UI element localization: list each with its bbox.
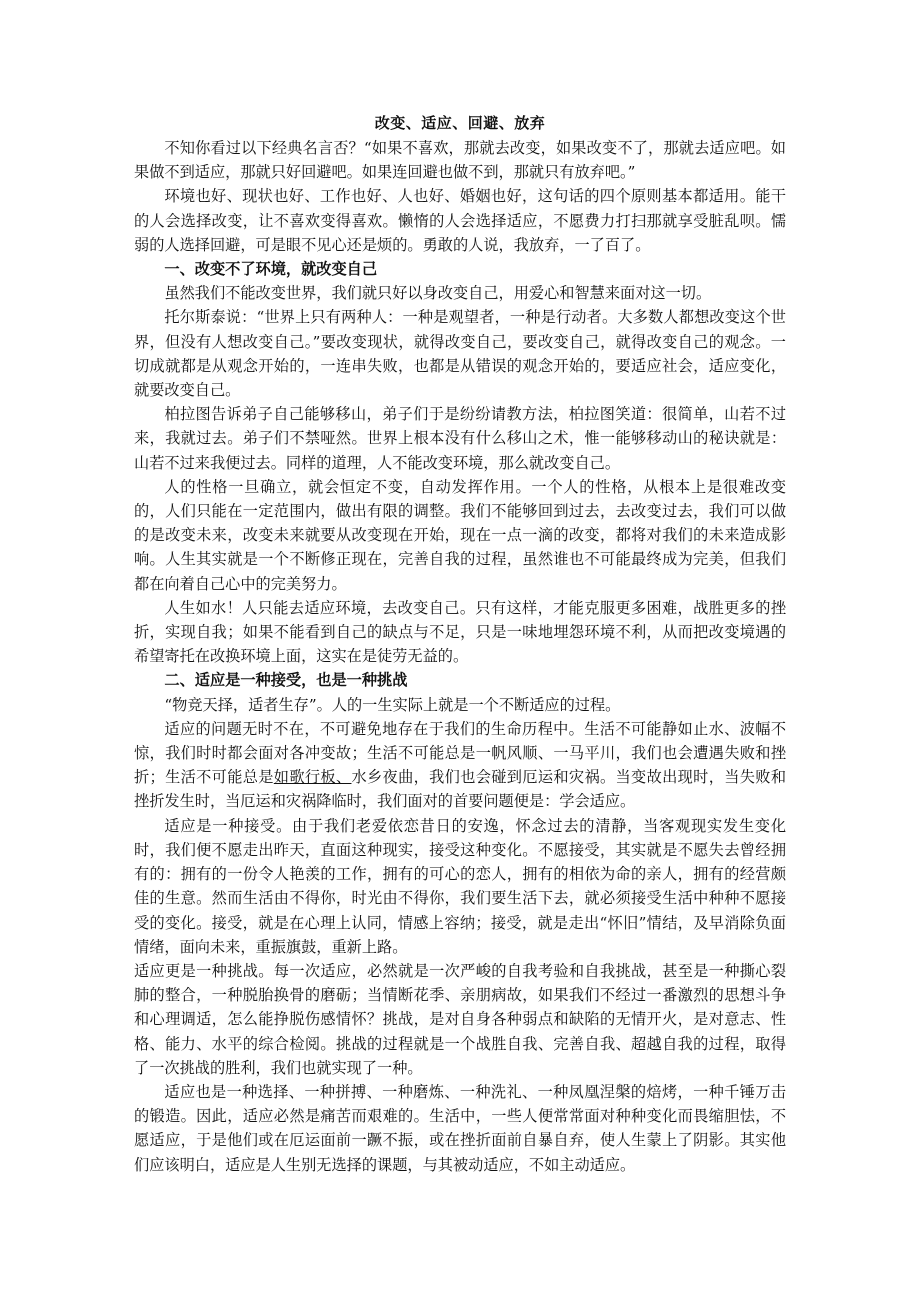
underlined-phrase: 如歌行板、 — [273, 768, 352, 787]
paragraph — [134, 717, 786, 814]
paragraph: 人的性格一旦确立，就会恒定不变，自动发挥作用。一个人的性格，从根本上是很难改变的，人们只能在一定范围内，做出有限的调整。我们不能够回到过去，去改变过去，我们可以做的是改变未来，改变未来就要从改变现在开始，现在一点一滴的改变，都将对我们的未来造成影响。人生其实就是一个不断修正现在，完善自我的过程，虽然谁也不可能最终成为完美，但我们都在向着自己心中的完美努力。 — [134, 477, 786, 593]
document-title: 改变、适应、回避、放弃 — [374, 114, 546, 132]
paragraph-text: 水乡夜曲，我们也会碰到厄运和灾祸。当变故出现时，当失败和挫折发生时，当厄运和灾祸降临时，我们面对的首要问题便是：学会适应。 — [134, 768, 787, 811]
paragraph: 托尔斯泰说：“世界上只有两种人：一种是观望者，一种是行动者。大多数人都想改变这个世界，但没有人想改变自己。”要改变现状，就得改变自己，要改变自己，就得改变自己的观念。一切成就都是从观念开始的，一连串失败，也都是从错误的观念开始的，要适应社会，适应变化，就要改变自己。 — [134, 308, 786, 400]
paragraph: 不知你看过以下经典名言否？“如果不喜欢，那就去改变，如果改变不了，那就去适应吧。如果做不到适应，那就只好回避吧。如果连回避也做不到，那就只有放弃吧。” — [134, 139, 786, 182]
paragraph: 虽然我们不能改变世界，我们就只好以身改变自己，用爱心和智慧来面对这一切。 — [164, 284, 712, 303]
paragraph: 适应是一种接受。由于我们老爱依恋昔日的安逸，怀念过去的清静，当客观现实发生变化时，我们便不愿走出昨天，直面这种现实，接受这种变化。不愿接受，其实就是不愿失去曾经拥有的：拥有的一份令人艳羡的工作，拥有的可心的恋人，拥有的相依为命的亲人，拥有的经营颇佳的生意。然而生活由不得你，时光由不得你，我们要生活下去，就必须接受生活中种种不愿接受的变化。接受，就是在心理上认同，情感上容纳；接受，就是走出“怀旧”情结，及早消除负面情绪，面向未来，重振旗鼓，重新上路。 — [134, 816, 786, 956]
paragraph: “物竞天择，适者生存”。人的一生实际上就是一个不断适应的过程。 — [164, 695, 621, 714]
section-heading: 二、适应是一种接受，也是一种挑战 — [164, 671, 408, 690]
section-heading: 一、改变不了环境，就改变自己 — [164, 260, 378, 279]
document-body — [134, 136, 786, 1177]
paragraph-text: 适应的问题无时不在，不可避免地存在于我们的生命历程中。生活不可能静如止水、波幅不惊，我们时时都会面对各冲变故；生活不可能总是一帆风顺、一马平川，我们也会遭遇失败和挫折；生活不可能总是 — [134, 719, 786, 787]
paragraph: 环境也好、现状也好、工作也好、人也好、婚姻也好，这句话的四个原则基本都适用。能干的人会选择改变，让不喜欢变得喜欢。懒惰的人会选择适应，不愿费力打扫那就享受脏乱呗。懦弱的人选择回避，可是眼不见心还是烦的。勇敢的人说，我放弃，一了百了。 — [134, 187, 786, 254]
paragraph: 柏拉图告诉弟子自己能够移山，弟子们于是纷纷请教方法，柏拉图笑道：很简单，山若不过来，我就过去。弟子们不禁哑然。世界上根本没有什么移山之术，惟一能够移动山的秘诀就是：山若不过来我便过去。同样的道理，人不能改变环境，那么就改变自己。 — [134, 405, 786, 472]
paragraph: 人生如水！人只能去适应环境，去改变自己。只有这样，才能克服更多困难，战胜更多的挫折，实现自我；如果不能看到自己的缺点与不足，只是一味地埋怨环境不利，从而把改变境遇的希望寄托在改换环境上面，这实在是徒劳无益的。 — [134, 598, 786, 666]
paragraph: 适应也是一种选择、一种拼搏、一种磨炼、一种洗礼、一种凤凰涅槃的焙烤，一种千锤万击的锻造。因此，适应必然是痛苦而艰难的。生活中，一些人便常常面对种种变化而畏缩胆怯，不愿适应，于是他们或在厄运面前一蹶不振，或在挫折面前自暴自弃，使人生蒙上了阴影。其实他们应该明白，适应是人生别无选择的课题，与其被动适应，不如主动适应。 — [134, 1082, 786, 1174]
paragraph: 适应更是一种挑战。每一次适应，必然就是一次严峻的自我考验和自我挑战，甚至是一种撕心裂肺的整合，一种脱胎换骨的磨砺；当情断花季、亲朋病故，如果我们不经过一番激烈的思想斗争和心理调适，怎么能挣脱伤感情怀？挑战，是对自身各种弱点和缺陷的无情开火，是对意志、性格、能力、水平的综合检阅。挑战的过程就是一个战胜自我、完善自我、超越自我的过程，取得了一次挑战的胜利，我们也就实现了一种。 — [134, 961, 786, 1077]
